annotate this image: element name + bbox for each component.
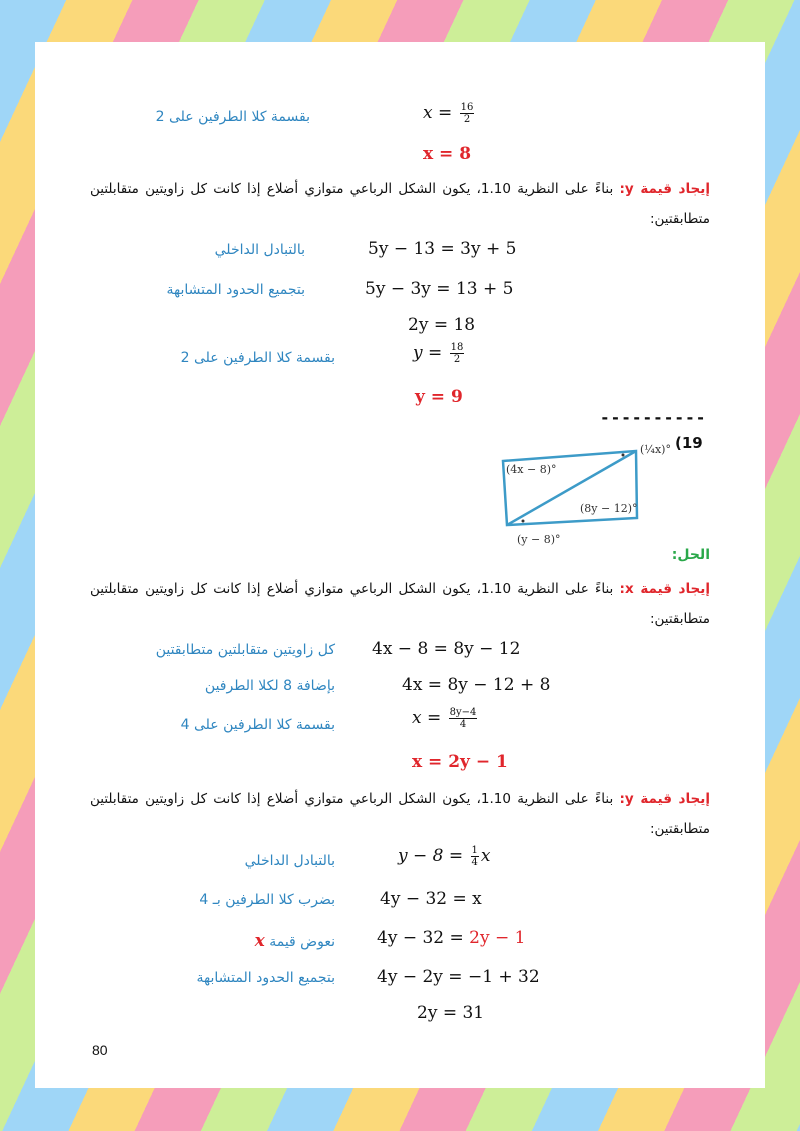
equation [377, 928, 525, 948]
step-note: بقسمة كلا الطرفين على 2 [155, 109, 310, 125]
eq-rhs-var: x [480, 846, 491, 866]
equation: 5y − 3y = 13 + 5 [365, 279, 514, 299]
equation: 4x = 8y − 12 + 8 [402, 675, 551, 695]
equation: y − 8 = $\frac{1}{4}$ x [398, 845, 491, 868]
fraction [471, 845, 479, 868]
step-note: بتجميع الحدود المتشابهة [166, 282, 305, 298]
result-equation: x = 8 [423, 144, 472, 164]
equation: y = $\frac{18}{2}$ [413, 342, 464, 365]
fraction [460, 102, 475, 125]
fraction-numerator: 8y−4 [449, 707, 477, 718]
eq-left: 4y − 32 = [377, 928, 470, 948]
step-note: بقسمة كلا الطرفين على 2 [180, 350, 335, 366]
equation: x = $\frac{8y-4}{4}$ [412, 707, 477, 730]
parallelogram-diagram [495, 437, 675, 552]
separator-dashes: ---------- [600, 408, 707, 427]
step-note: بالتبادل الداخلي [244, 853, 335, 869]
fraction [449, 707, 478, 730]
fraction-numerator: 1 [471, 845, 478, 856]
find-y-paragraph [90, 174, 710, 234]
step-note: بتجميع الحدود المتشابهة [196, 970, 335, 986]
equation: 4x − 8 = 8y − 12 [372, 639, 521, 659]
angle-label-bottom-left: (y − 8)° [517, 533, 561, 546]
find-x-text: بناءً على النظرية 1.10، يكون الشكل الرباعي متوازي أضلاع إذا كانت كل زاويتين متقابلتين متطابقتين: [90, 581, 710, 627]
step-note: بالتبادل الداخلي [214, 242, 305, 258]
equation: 2y = 18 [408, 315, 476, 335]
step-note: بإضافة 8 لكلا الطرفين [204, 678, 335, 694]
equation: x = $\frac{16}{2}$ [423, 102, 474, 125]
equation: 4y − 2y = −1 + 32 [377, 967, 540, 987]
find-y-lead: إيجاد قيمة y: [619, 791, 710, 807]
fraction-numerator: 16 [460, 102, 474, 113]
result-equation: y = 9 [415, 387, 463, 407]
step-note: بقسمة كلا الطرفين على 4 [180, 717, 335, 733]
eq-lhs: y [413, 343, 423, 363]
fraction-denominator: 4 [459, 719, 467, 730]
find-y-paragraph-2 [90, 784, 710, 844]
angle-label-top-right: (¼x)° [640, 443, 671, 456]
step-note: كل زاويتين متقابلتين متطابقتين [155, 642, 335, 658]
find-x-lead: إيجاد قيمة x: [619, 581, 710, 597]
step-note-var: x [254, 931, 265, 951]
eq-substituted: 2y − 1 [469, 928, 526, 948]
fraction-denominator: 2 [453, 354, 461, 365]
result-equation: x = 2y − 1 [412, 752, 508, 772]
find-y-text: بناءً على النظرية 1.10، يكون الشكل الرباعي متوازي أضلاع إذا كانت كل زاويتين متقابلتين متطابقتين: [90, 791, 710, 837]
solution-label: الحل: [671, 547, 710, 563]
step-note [255, 931, 335, 951]
angle-marker [622, 454, 625, 457]
find-y-text: بناءً على النظرية 1.10، يكون الشكل الرباعي متوازي أضلاع إذا كانت كل زاويتين متقابلتين متطابقتين: [90, 181, 710, 227]
angle-marker [522, 520, 525, 523]
eq-lhs: y − 8 [398, 846, 444, 866]
equation: 2y = 31 [417, 1003, 485, 1023]
fraction [450, 342, 465, 365]
equation: 4y − 32 = x [380, 889, 482, 909]
equation: 5y − 13 = 3y + 5 [368, 239, 517, 259]
fraction-denominator: 2 [463, 114, 471, 125]
angle-label-top-left: (4x − 8)° [506, 463, 557, 476]
document-page [35, 42, 765, 1088]
find-y-lead: إيجاد قيمة y: [619, 181, 710, 197]
find-x-paragraph [90, 574, 710, 634]
question-number: (19 [675, 434, 703, 452]
fraction-denominator: 4 [471, 857, 478, 868]
eq-lhs: x [412, 708, 422, 728]
page-number: 80 [92, 1042, 108, 1058]
step-note: بضرب كلا الطرفين بـ 4 [199, 892, 335, 908]
fraction-numerator: 18 [450, 342, 464, 353]
eq-lhs: x [423, 103, 433, 123]
angle-label-bottom-right: (8y − 12)° [580, 502, 638, 515]
step-note-text: نعوض قيمة [269, 934, 335, 950]
